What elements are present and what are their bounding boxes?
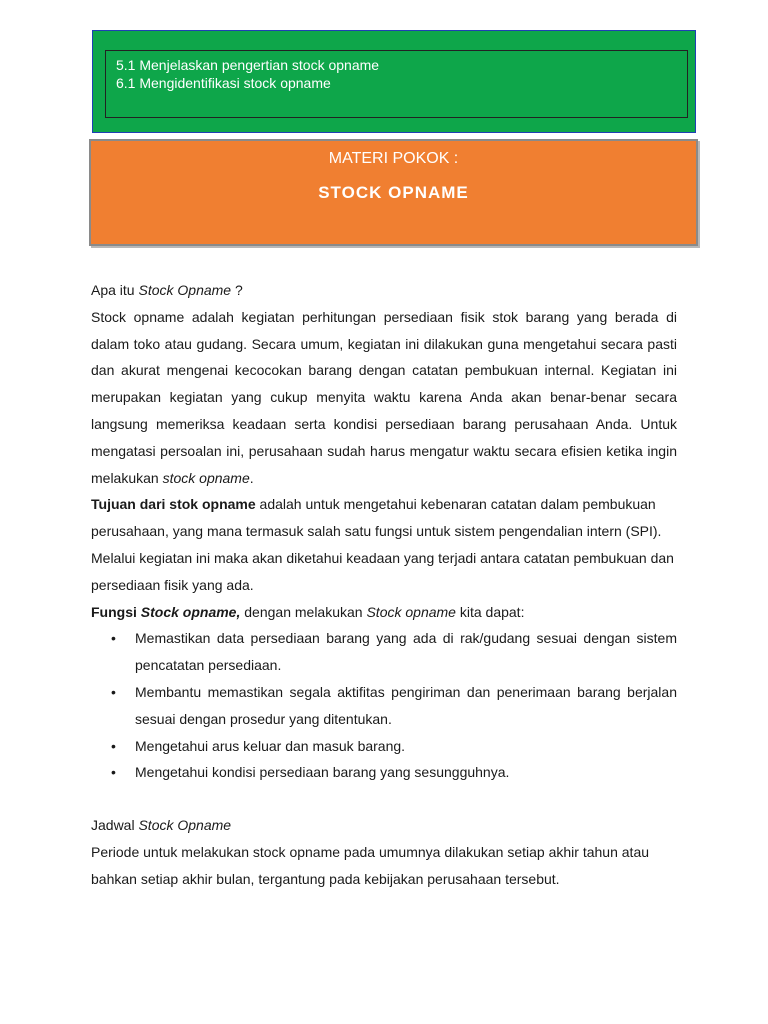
objectives-list [105,50,688,118]
list-item: • Membantu memastikan segala aktifitas pengiriman dan penerimaan barang berjalan sesuai dengan prosedur yang ditentukan. [135,679,677,733]
spacer [91,786,677,812]
objective-item: 5.1 Menjelaskan pengertian stock opname [116,57,380,73]
objectives-box [92,30,696,133]
topic-banner [89,139,698,246]
definition-paragraph: Stock opname adalah kegiatan perhitungan persediaan fisik stok barang yang berada di dalam toko atau gudang. Secara umum, kegiatan ini dilakukan guna mengetahui secara pasti dan akurat mengenai kecocokan barang dengan catatan pembukuan internal. Kegiatan ini merupakan kegiatan yang cukup menyita waktu karena Anda akan benar-benar secara langsung memeriksa keadaan serta kondisi persediaan barang perusahaan Anda. Untuk mengatasi persoalan ini, perusahaan sudah harus mengatur waktu secara efisien ketika ingin melakukan stock opname. [91,308,677,486]
schedule-paragraph: Periode untuk melakukan stock opname pada umumnya dilakukan setiap akhir tahun atau bahkan setiap akhir bulan, tergantung pada kebijakan perusahaan tersebut. [91,843,650,887]
topic-label: MATERI POKOK : [328,150,459,167]
list-item: • Mengetahui kondisi persediaan barang yang sesungguhnya. [135,759,677,786]
schedule-heading: Jadwal Stock Opname [91,817,232,834]
list-item: • Memastikan data persediaan barang yang ada di rak/gudang sesuai dengan sistem pencatatan persediaan. [135,625,677,679]
function-list [91,625,677,786]
document-body [91,277,677,893]
function-intro: Fungsi Stock opname, dengan melakukan Stock opname kita dapat: [91,603,525,620]
purpose-paragraph: Tujuan dari stok opname adalah untuk mengetahui kebenaran catatan dalam pembukuan perusahaan, yang mana termasuk salah satu fungsi untuk sistem pengendalian intern (SPI). Melalui kegiatan ini maka akan diketahui keadaan yang terjadi antara catatan pembukuan dan persediaan fisik yang ada. [91,496,674,593]
topic-title: STOCK OPNAME [318,183,469,202]
question-heading: Apa itu Stock Opname ? [91,282,243,298]
list-item: • Mengetahui arus keluar dan masuk barang. [135,733,677,760]
objective-item: 6.1 Mengidentifikasi stock opname [116,75,331,91]
